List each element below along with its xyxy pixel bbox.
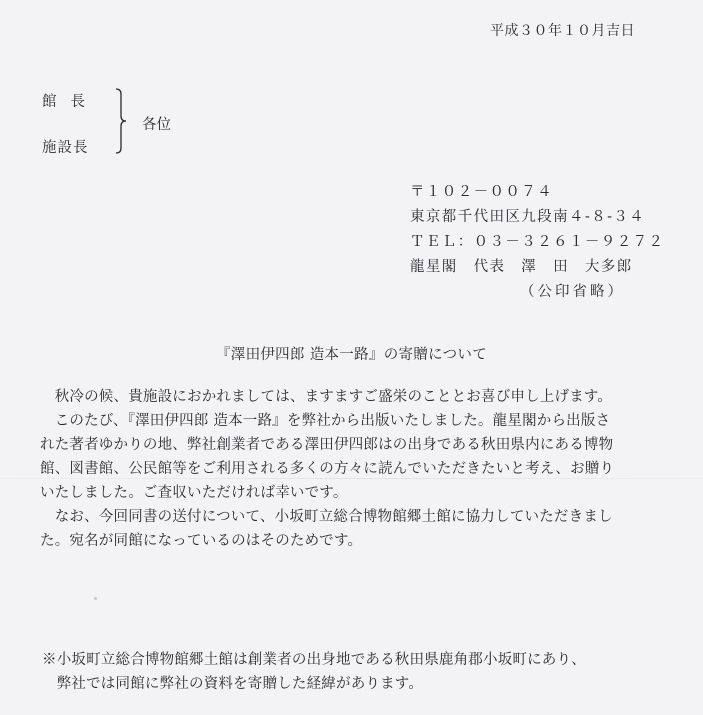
sender-postal-code: 〒１０２－００７４ bbox=[410, 184, 554, 200]
sender-name: 龍星閣 代表 澤 田 大多郎 bbox=[410, 259, 633, 275]
sender-telephone: ＴＥＬ：０３－３２６１－９２７２ bbox=[410, 234, 665, 250]
sender-address: 東京都千代田区九段南４-８-３４ bbox=[410, 209, 646, 225]
body-line: た。宛名が同館になっているのはそのためです。 bbox=[40, 533, 363, 549]
body-line: このたび、『澤田伊四郎 造本一路』を弊社から出版いたしました。龍星閣から出版さ bbox=[40, 413, 611, 429]
recipient-brace bbox=[114, 88, 128, 154]
recipient-facility-director: 施設長 bbox=[42, 140, 89, 156]
sender-seal-note: （公印省略） bbox=[520, 284, 625, 300]
body-line: れた著者ゆかりの地、弊社創業者である澤田伊四郎はの出身である秋田県内にある博物 bbox=[40, 437, 614, 453]
letter-date: 平成３０年１０月吉日 bbox=[490, 23, 635, 39]
body-line: 館、図書館、公民館等をご利用される多くの方々に読んでいただきたいと考え、お贈り bbox=[40, 461, 615, 477]
body-line: 秋冷の候、貴施設におかれましては、ますますご盛栄のこととお喜び申し上げます。 bbox=[40, 389, 613, 405]
letter-subject: 『澤田伊四郎 造本一路』の寄贈について bbox=[215, 347, 488, 363]
sender-block bbox=[410, 180, 664, 305]
body-line: なお、今回同書の送付について、小坂町立総合博物館郷土館に協力していただきまし bbox=[40, 509, 613, 525]
footnote-line: ※小坂町立総合博物館郷土館は創業者の出身地である秋田県鹿角郡小坂町にあり、 bbox=[42, 652, 586, 668]
paper-speck bbox=[94, 597, 97, 600]
body-line: いたしました。ご査収いただければ幸いです。 bbox=[40, 485, 348, 501]
letter-footnote bbox=[42, 648, 692, 696]
recipient-museum-director: 館長 bbox=[42, 94, 99, 110]
recipient-honorific: 各位 bbox=[142, 117, 171, 133]
letter-body bbox=[40, 385, 690, 553]
footnote-line: 弊社では同館に弊社の資料を寄贈した経緯があります。 bbox=[42, 676, 424, 692]
